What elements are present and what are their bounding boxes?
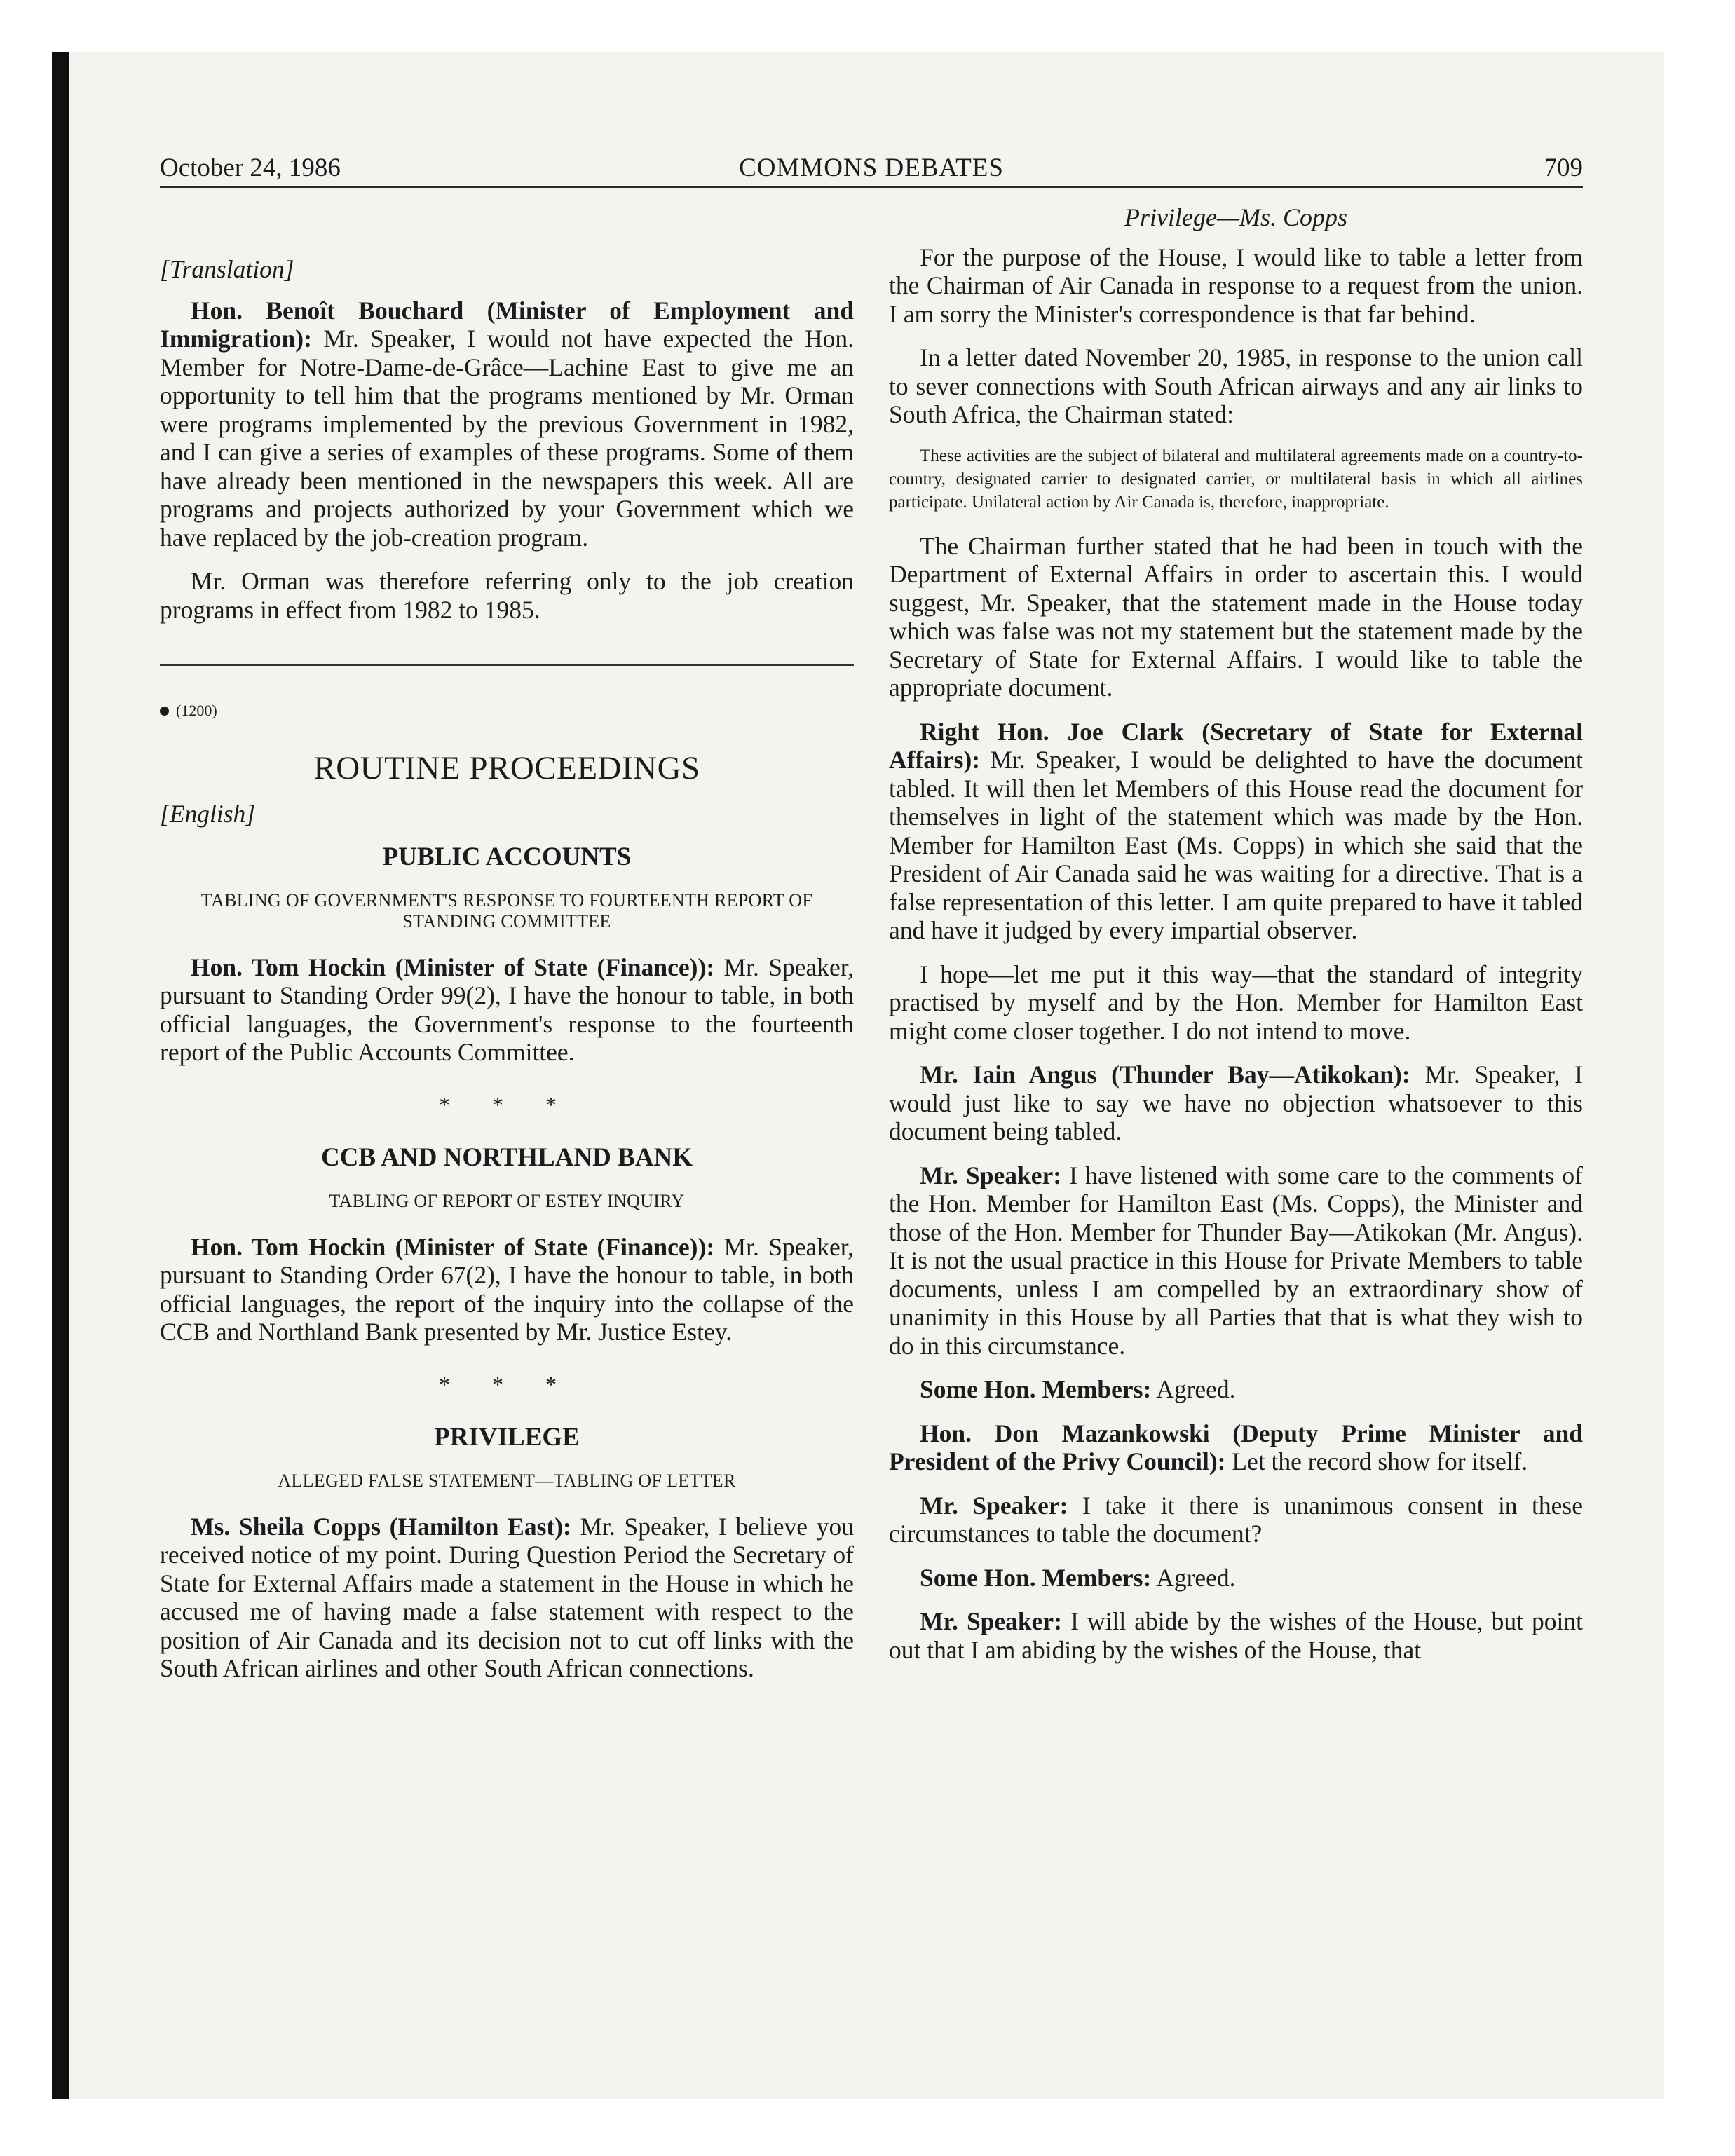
speech-text: Mr. Speaker, I would just like to say we have no objection whatsoever to this document being tabled. — [889, 1060, 1583, 1145]
speaker-name: Ms. Sheila Copps (Hamilton East): — [191, 1512, 571, 1541]
section-stars: * * * — [439, 1371, 575, 1397]
speaker-name: Hon. Don Mazankowski (Deputy Prime Minister and President of the Privy Council): — [889, 1419, 1583, 1475]
speech-text: Mr. Speaker, pursuant to Standing Order 67(2), I have the honour to table, in both official languages, the report of the inquiry into the collapse of the CCB and Northland Bank presented by Mr. Justice Estey. — [160, 1232, 854, 1346]
speech-text: I have listened with some care to the comments of the Hon. Member for Hamilton East (Ms. Copps), the Minister and those of the Hon. Member for Thunder Bay—Atikokan (Mr. Angus). It is not the usual practice in this House for Private Members to table documents, unless I am compelled by an extraordinary show of unanimity in this House by all Parties that that is what they wish to do in this circumstance. — [889, 1161, 1583, 1360]
page-number: 709 — [1544, 153, 1583, 182]
header-title: COMMONS DEBATES — [739, 153, 1004, 182]
speech-bouchard — [160, 296, 854, 552]
speech-text: Mr. Speaker, I believe you received notice of my point. During Question Period the Secretary of State for External Affairs made a statement in the House in which he accused me of having made a false statement with respect to the position of Air Canada and its decision not to cut off links with the South African airlines and other South African connections. — [160, 1512, 854, 1682]
speech-bouchard-cont: Mr. Orman was therefore referring only to the job creation programs in effect from 1982 to 1985. — [160, 567, 854, 624]
running-head: Privilege—Ms. Copps — [1124, 203, 1347, 231]
copps-cont-2: In a letter dated November 20, 1985, in response to the union call to sever connections with South African airways and any air links to South Africa, the Chairman stated: — [889, 343, 1583, 428]
speech-clark — [889, 718, 1583, 945]
binding-edge — [52, 52, 69, 2099]
privilege-heading: PRIVILEGE — [434, 1423, 580, 1452]
speech-text: I will abide by the wishes of the House, but point out that I am abiding by the wishes of the House, that — [889, 1607, 1583, 1664]
speech-clark-cont: I hope—let me put it this way—that the standard of integrity practised by myself and by the Hon. Member for Hamilton East might come closer together. I do not intend to move. — [889, 960, 1583, 1045]
copps-cont-1: For the purpose of the House, I would like to table a letter from the Chairman of Air Canada in response to a request from the union. I am sorry the Minister's correspondence is that far behind. — [889, 243, 1583, 328]
page-header — [160, 153, 1583, 188]
speech-text: Mr. Speaker, pursuant to Standing Order 99(2), I have the honour to table, in both official languages, the Government's response to the fourteenth report of the Public Accounts Committee. — [160, 953, 854, 1066]
speaker-name: Mr. Iain Angus (Thunder Bay—Atikokan): — [920, 1060, 1410, 1089]
speaker-name: Right Hon. Joe Clark (Secretary of State for External Affairs): — [889, 717, 1583, 774]
members-agreed-2 — [889, 1564, 1583, 1592]
speaker-name: Hon. Tom Hockin (Minister of State (Finance)): — [191, 1232, 715, 1261]
speech-text: Mr. Speaker, I would be delighted to have the document tabled. It will then let Members of this House read the document for themselves in light of the statement which was made by the Hon. Member for Hamilton East (Ms. Copps) in which she said that the President of Air Canada said he was waiting for a directive. That is a false representation of this letter. I am quite prepared to have it tabled and have it judged by every impartial observer. — [889, 746, 1583, 944]
speech-text: I take it there is unanimous consent in these circumstances to table the document? — [889, 1491, 1583, 1548]
quoted-letter: These activities are the subject of bilateral and multilateral agreements made on a country-to-country, designated carrier to designated carrier, or multilateral basis in which all airlines participate. Unilateral action by Air Canada is, therefore, inappropriate. — [889, 446, 1583, 512]
timestamp — [160, 697, 854, 725]
speech-hockin-1 — [160, 953, 854, 1067]
speaker-name: Mr. Speaker: — [920, 1607, 1063, 1635]
public-accounts-heading: PUBLIC ACCOUNTS — [382, 842, 632, 871]
speaker-name: Hon. Benoît Bouchard (Minister of Employment and Immigration): — [160, 296, 854, 353]
speech-text: Agreed. — [1151, 1375, 1236, 1403]
speech-speaker-3 — [889, 1607, 1583, 1664]
speech-copps — [160, 1513, 854, 1683]
privilege-subheading: ALLEGED FALSE STATEMENT—TABLING OF LETTER — [278, 1470, 736, 1491]
speech-hockin-2 — [160, 1233, 854, 1346]
copps-cont-3: The Chairman further stated that he had been in touch with the Department of External Affairs in order to ascertain this. I would suggest, Mr. Speaker, that the statement made in the House today which was false was not my statement but the statement made by the Secretary of State for External Affairs. I would like to table the appropriate document. — [889, 531, 1583, 702]
speech-speaker-2 — [889, 1492, 1583, 1548]
speaker-name: Some Hon. Members: — [920, 1563, 1152, 1592]
speaker-name: Mr. Speaker: — [920, 1491, 1068, 1520]
speaker-name: Some Hon. Members: — [920, 1375, 1152, 1403]
speech-text: Mr. Speaker, I would not have expected the Hon. Member for Notre-Dame-de-Grâce—Lachine East to give me an opportunity to tell him that the programs mentioned by Mr. Orman were programs implemented by the previous Government in 1982, and I can give a series of examples of these programs. Some of them have already been mentioned in the newspapers this week. All are programs and projects authorized by your Government which we have replaced by the job-creation program. — [160, 325, 854, 552]
bullet-icon — [160, 707, 169, 716]
left-column — [160, 196, 854, 1698]
english-tag: [English] — [160, 799, 256, 828]
speaker-name: Hon. Tom Hockin (Minister of State (Finance)): — [191, 953, 715, 981]
members-agreed-1 — [889, 1375, 1583, 1404]
speaker-name: Mr. Speaker: — [920, 1161, 1062, 1189]
speech-text: Let the record show for itself. — [1225, 1447, 1528, 1475]
section-divider — [160, 664, 854, 666]
speech-text: Agreed. — [1151, 1563, 1236, 1592]
speech-speaker-1 — [889, 1161, 1583, 1360]
speech-angus — [889, 1060, 1583, 1146]
timestamp-text: (1200) — [176, 702, 217, 719]
translation-tag: [Translation] — [160, 255, 294, 283]
section-stars: * * * — [439, 1091, 575, 1117]
public-accounts-subheading: TABLING OF GOVERNMENT'S RESPONSE TO FOURTEENTH REPORT OF STANDING COMMITTEE — [200, 889, 813, 932]
right-column — [889, 196, 1583, 1679]
header-date: October 24, 1986 — [160, 153, 341, 182]
speech-mazankowski — [889, 1419, 1583, 1476]
routine-proceedings-heading: ROUTINE PROCEEDINGS — [313, 749, 700, 786]
ccb-subheading: TABLING OF REPORT OF ESTEY INQUIRY — [329, 1190, 685, 1211]
ccb-heading: CCB AND NORTHLAND BANK — [320, 1143, 693, 1172]
